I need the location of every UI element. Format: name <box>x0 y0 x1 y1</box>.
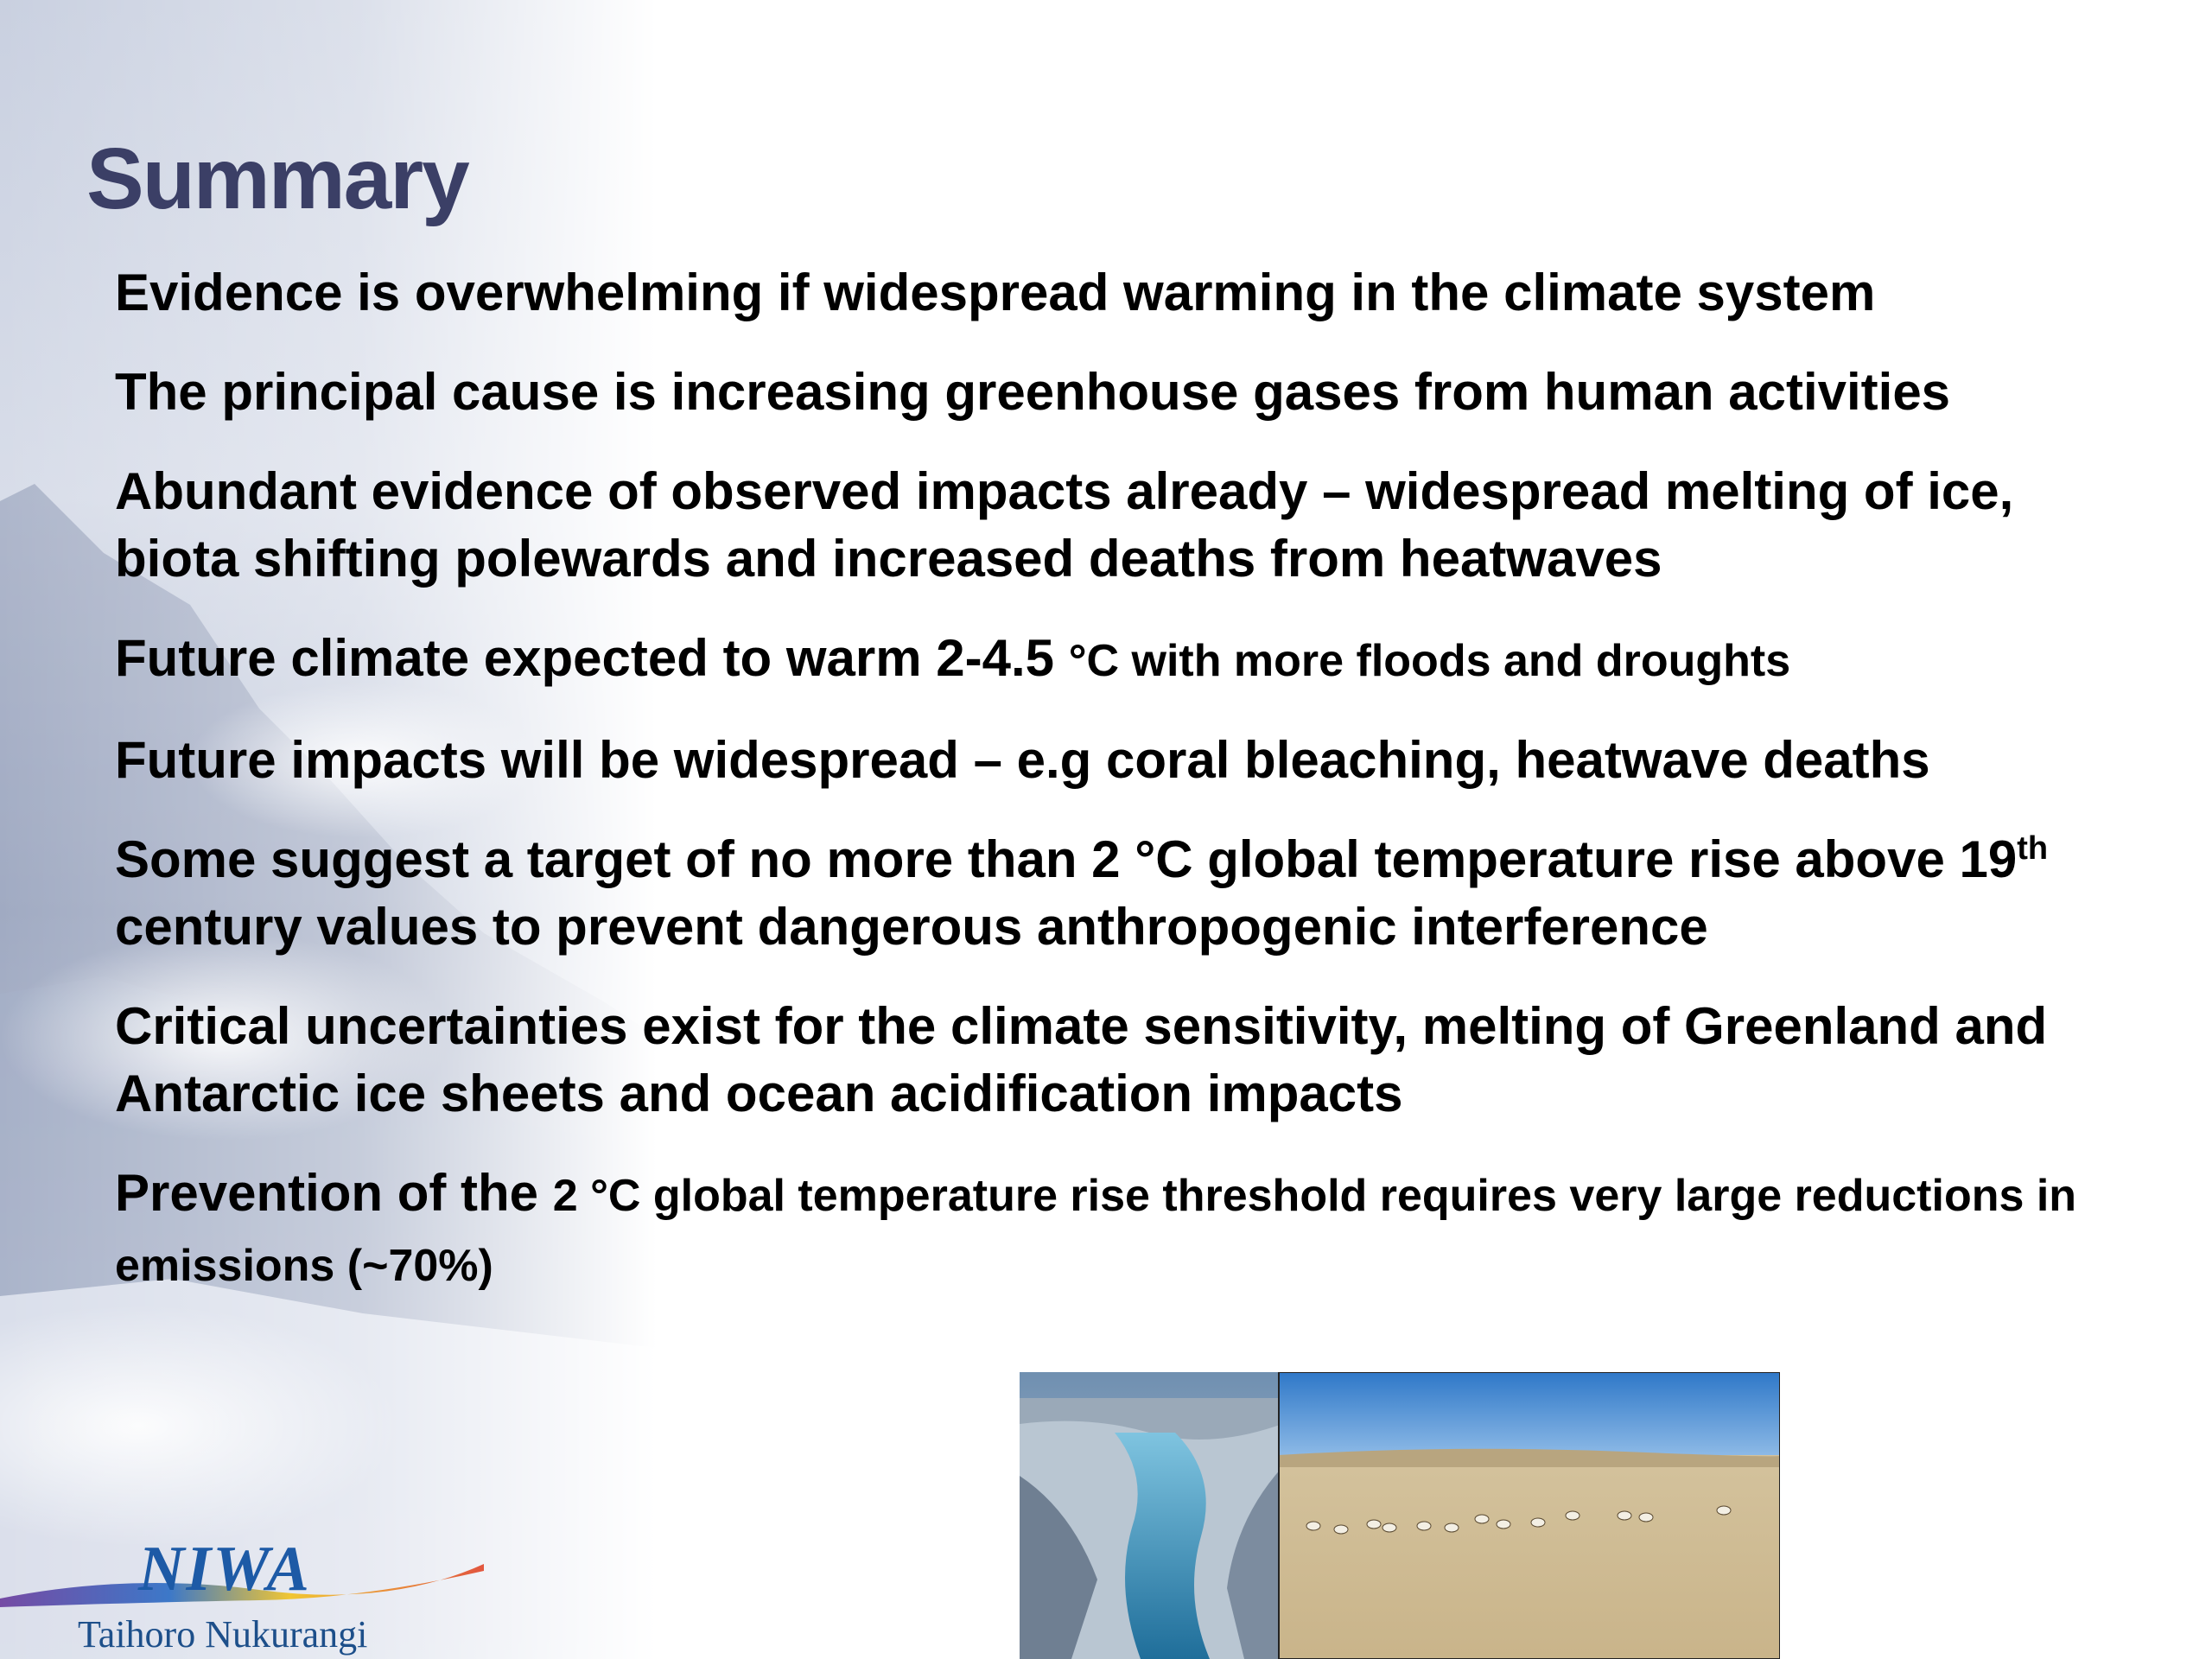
glacier-meltwater-photo <box>1020 1372 1282 1659</box>
bullet-text: Abundant evidence of observed impacts already – widespread melting of ice, biota shifting polewards and increased deaths from heatwaves <box>115 462 2014 588</box>
bullet-text-small: °C with more floods and droughts <box>1068 636 1791 686</box>
bullet-text: Future climate expected to warm 2-4.5 <box>115 629 1069 687</box>
drought-sheep-paddock-photo <box>1279 1372 1780 1659</box>
photo-strip <box>1020 1372 1780 1659</box>
slide-title: Summary <box>86 130 468 227</box>
bullet-text: Future impacts will be widespread – e.g coral bleaching, heatwave deaths <box>115 731 1930 789</box>
summary-bullet-list <box>115 259 2120 1332</box>
bullet-item <box>115 727 2120 794</box>
bullet-text: Prevention of the <box>115 1164 553 1222</box>
bullet-item <box>115 993 2120 1128</box>
logo-subtitle: Taihoro Nukurangi <box>78 1613 368 1656</box>
bullet-text: The principal cause is increasing greenhouse gases from human activities <box>115 363 1951 421</box>
bullet-item <box>115 625 2120 695</box>
bullet-item <box>115 826 2120 961</box>
bullet-item <box>115 259 2120 327</box>
bullet-item <box>115 458 2120 593</box>
bullet-text: Critical uncertainties exist for the climate sensitivity, melting of Greenland and Antarctic ice sheets and ocean acidification impacts <box>115 997 2048 1122</box>
bullet-text: Evidence is overwhelming if widespread warming in the climate system <box>115 264 1876 321</box>
bullet-item <box>115 359 2120 426</box>
logo-wordmark: NIWA <box>138 1534 311 1605</box>
bullet-text: Some suggest a target of no more than 2 °C global temperature rise above 19 <box>115 830 2018 888</box>
bullet-text: century values to prevent dangerous anthropogenic interference <box>115 898 1708 956</box>
superscript-th: th <box>2017 830 2049 867</box>
bullet-item <box>115 1160 2120 1300</box>
bullet-text-small: 2 °C global temperature rise threshold requires very large reductions in emissions (~70%) <box>115 1171 2077 1291</box>
